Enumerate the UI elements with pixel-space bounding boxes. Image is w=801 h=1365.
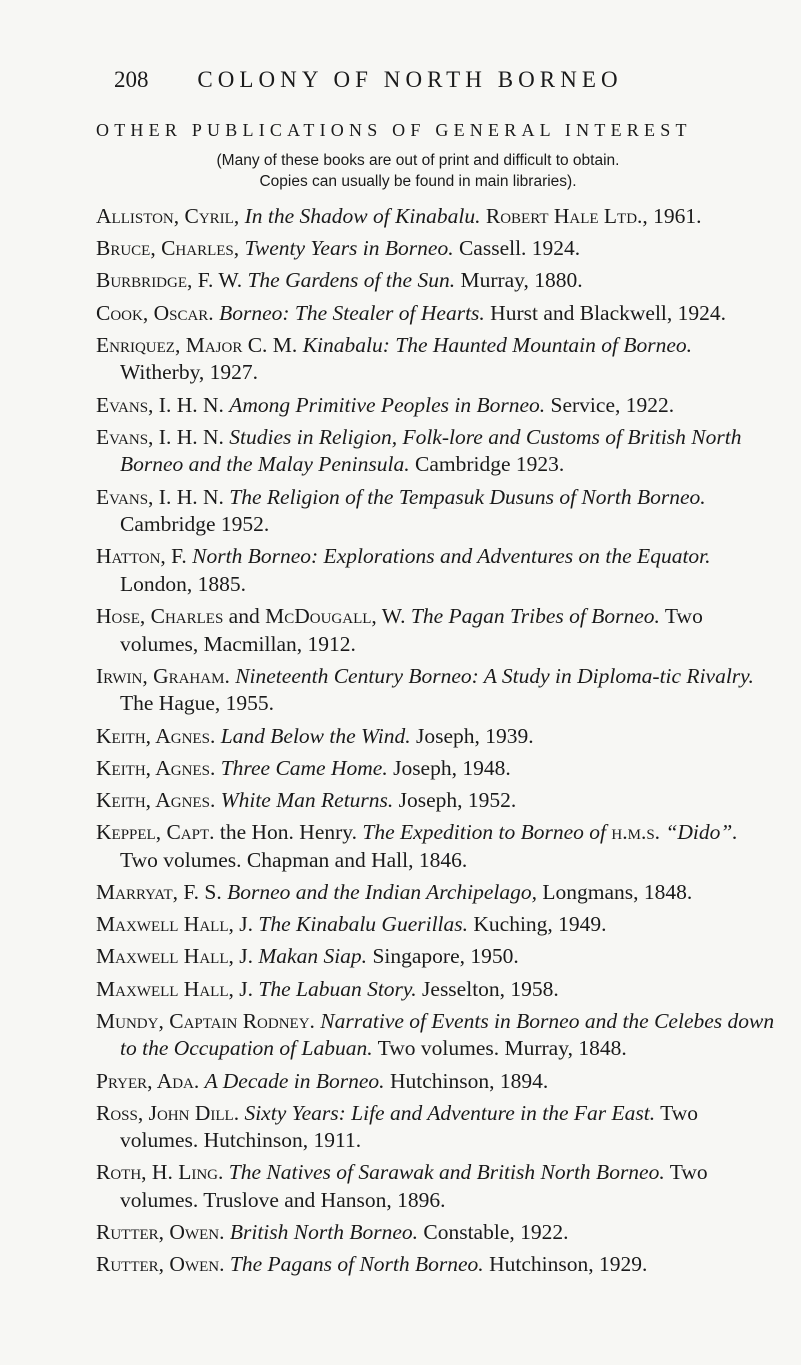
entry-author: Evans, — [96, 392, 154, 417]
entry-title: The Labuan Story. — [258, 976, 417, 1001]
entry-author-name: the Hon. Henry. — [219, 820, 358, 845]
entry-details: Joseph, 1939. — [416, 723, 534, 748]
bibliography-entry — [96, 424, 776, 479]
bibliography-entry — [96, 332, 776, 387]
bibliography-entry — [96, 911, 776, 939]
entry-title: Twenty Years in Borneo. — [244, 236, 454, 261]
entry-coauthor: McDougall, — [265, 604, 377, 629]
entry-publisher: Robert Hale Ltd., — [485, 204, 648, 228]
bibliography-entry — [96, 787, 776, 815]
entry-author-name: Ling. — [178, 1160, 224, 1185]
bibliography-entry — [96, 603, 776, 658]
entry-title: North Borneo: Explorations and Adventures on the Equator. — [192, 544, 711, 569]
bibliography-entry — [96, 943, 776, 971]
note-line: (Many of these books are out of print and difficult to obtain. — [216, 152, 620, 169]
entry-author: Enriquez, Major — [96, 332, 243, 357]
entry-title: A Decade in Borneo. — [204, 1068, 385, 1093]
entry-author: Ross, John Dill. — [96, 1100, 240, 1125]
entry-details: Two volumes. Truslove and Hanson, 1896. — [120, 1160, 708, 1213]
entry-author: Keith, Agnes. — [96, 755, 216, 780]
entry-author: Keith, Agnes. — [96, 723, 216, 748]
bibliography-entry — [96, 1251, 776, 1279]
entry-title: The Kinabalu Guerillas. — [258, 912, 469, 937]
bibliography-entry — [96, 1159, 776, 1214]
entry-details: Hutchinson, 1929. — [489, 1252, 648, 1277]
entry-author-initials: J. — [239, 912, 253, 937]
entry-title: The Expedition to Borneo of — [362, 820, 607, 845]
bibliography-entry — [96, 1008, 776, 1063]
bibliography-entry — [96, 663, 776, 718]
entry-title: In the Shadow of Kinabalu. — [244, 204, 481, 228]
entry-author: Evans, — [96, 484, 154, 509]
entry-author: Pryer, Ada. — [96, 1068, 200, 1093]
entry-title: The Gardens of the Sun. — [247, 268, 456, 293]
entry-title: Borneo: The Stealer of Hearts. — [219, 300, 485, 325]
entry-title: British North Borneo. — [229, 1220, 418, 1245]
entry-title: Among Primitive Peoples in Borneo. — [229, 392, 546, 417]
entry-author: Maxwell Hall, — [96, 944, 234, 969]
entry-author-initials: J. — [239, 944, 253, 969]
bibliography-entry — [96, 1219, 776, 1247]
entry-title: Makan Siap. — [258, 944, 368, 969]
entry-title: Sixty Years: Life and Adventure in the Far East. — [244, 1100, 656, 1125]
entry-title: The Natives of Sarawak and British North Borneo. — [228, 1160, 665, 1185]
entry-author: Cook, Oscar. — [96, 300, 214, 325]
entry-details: Murray, 1880. — [460, 268, 583, 293]
entry-details: Cambridge 1952. — [120, 512, 270, 537]
bibliography-list — [96, 203, 776, 1284]
entry-title: Nineteenth Century Borneo: A Study in Diploma-tic Rivalry. — [235, 663, 754, 688]
entry-author-initials: W. — [218, 268, 243, 293]
entry-author: Alliston, Cyril, — [96, 204, 240, 228]
entry-conjunction: and — [228, 604, 260, 629]
entry-author-initials: I. H. N. — [158, 392, 224, 417]
entry-author: Roth, — [96, 1160, 147, 1185]
entry-title: Borneo and the Indian Archipelago, — [227, 879, 538, 904]
entry-author: Burbridge, F. — [96, 268, 214, 293]
entry-author: Evans, — [96, 424, 154, 449]
section-title: OTHER PUBLICATIONS OF GENERAL INTEREST — [96, 120, 692, 140]
entry-author: Maxwell Hall, — [96, 976, 234, 1001]
entry-title: Studies in Religion, Folk-lore and Customs of British North Borneo and the Malay Peninsula. — [120, 424, 742, 477]
entry-details: Hutchinson, 1894. — [389, 1068, 549, 1093]
entry-title: White Man Returns. — [220, 788, 394, 812]
entry-details: Two volumes. Chapman and Hall, 1846. — [120, 847, 468, 872]
note-line: Copies can usually be found in main libraries). — [259, 173, 577, 190]
entry-details: Two volumes, Macmillan, 1912. — [120, 604, 703, 656]
entry-title: Three Came Home. — [220, 755, 388, 780]
bibliography-entry — [96, 300, 776, 328]
entry-author-initials: I. H. N. — [158, 424, 224, 449]
entry-details: Witherby, 1927. — [120, 360, 259, 385]
entry-title: Kinabalu: The Haunted Mountain of Borneo. — [302, 332, 693, 357]
entry-author: Rutter, Owen. — [96, 1252, 225, 1277]
entry-details: London, 1885. — [120, 571, 247, 596]
entry-ship-name: “Dido”. — [665, 820, 738, 845]
bibliography-entry — [96, 543, 776, 598]
entry-author: Maxwell Hall, — [96, 912, 234, 937]
entry-details: Jesselton, 1958. — [422, 976, 559, 1001]
entry-author: Keppel, Capt. — [96, 820, 215, 845]
entry-author-initials: I. H. N. — [158, 484, 224, 509]
entry-details: Two volumes. Hutchinson, 1911. — [120, 1100, 699, 1153]
entry-title: Narrative of Events in Borneo and the Celebes down to the Occupation of Labuan. — [120, 1008, 775, 1061]
entry-author-initials: W. — [381, 604, 406, 629]
bibliography-entry — [96, 203, 776, 231]
entry-title: The Pagans of North Borneo. — [229, 1252, 484, 1277]
entry-author: Hose, Charles — [96, 604, 224, 629]
entry-title: The Pagan Tribes of Borneo. — [410, 604, 660, 629]
entry-author-initials: C. M. — [247, 332, 298, 357]
entry-author-initials: J. — [239, 976, 253, 1001]
entry-title: Land Below the Wind. — [220, 723, 411, 748]
entry-author: Irwin, Graham. — [96, 663, 230, 688]
entry-author: Keith, Agnes. — [96, 788, 216, 812]
entry-details: Hurst and Blackwell, 1924. — [490, 300, 727, 325]
entry-author: Bruce, Charles, — [96, 236, 240, 261]
entry-author-initials: F. S. — [183, 879, 222, 904]
entry-details: Singapore, 1950. — [372, 944, 519, 969]
entry-details: Two volumes. Murray, 1848. — [377, 1036, 627, 1061]
page-number: 208 — [114, 67, 149, 92]
entry-details: Longmans, 1848. — [542, 879, 693, 904]
bibliography-entry — [96, 1068, 776, 1096]
entry-details: The Hague, 1955. — [120, 691, 275, 716]
availability-note — [98, 150, 738, 192]
bibliography-entry — [96, 755, 776, 783]
bibliography-entry — [96, 235, 776, 263]
entry-author: Mundy, Captain Rodney. — [96, 1008, 315, 1033]
entry-author-initials: H. — [151, 1160, 173, 1185]
entry-author: Rutter, Owen. — [96, 1220, 225, 1245]
bibliography-entry — [96, 267, 776, 295]
entry-details: 1961. — [653, 204, 702, 228]
bibliography-entry — [96, 723, 776, 751]
running-header — [114, 66, 761, 94]
bibliography-entry — [96, 819, 776, 874]
bibliography-entry — [96, 879, 776, 907]
bibliography-entry — [96, 392, 776, 420]
entry-author: Hatton, — [96, 544, 166, 569]
entry-details: Service, 1922. — [550, 392, 675, 417]
entry-author-initials: F. — [171, 544, 187, 569]
running-title: COLONY OF NORTH BORNEO — [197, 67, 623, 92]
entry-ship-prefix: h.m.s. — [611, 820, 661, 845]
bibliography-entry — [96, 484, 776, 539]
entry-details: Cambridge 1923. — [414, 452, 565, 477]
entry-details: Kuching, 1949. — [473, 912, 607, 937]
entry-details: Cassell. 1924. — [458, 236, 581, 261]
entry-details: Joseph, 1948. — [393, 755, 511, 780]
entry-details: Constable, 1922. — [423, 1220, 569, 1245]
bibliography-entry — [96, 1100, 776, 1155]
entry-title: The Religion of the Tempasuk Dusuns of North Borneo. — [229, 484, 706, 509]
entry-author: Marryat, — [96, 879, 179, 904]
entry-details: Joseph, 1952. — [398, 788, 517, 812]
bibliography-entry — [96, 976, 776, 1004]
